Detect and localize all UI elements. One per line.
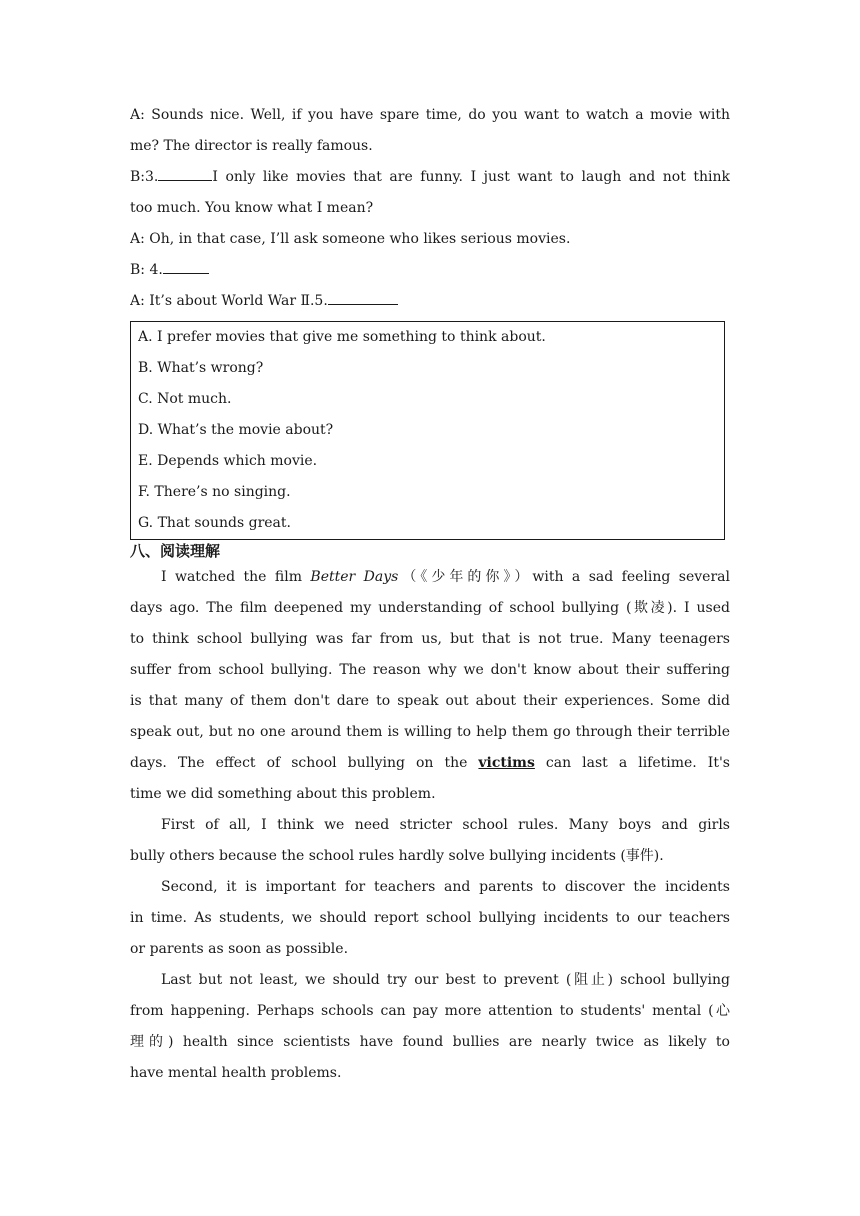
- option-a: A. I prefer movies that give me something to think about.: [138, 329, 546, 345]
- dialogue-line-2: me? The director is really famous.: [130, 138, 373, 154]
- dialogue-line-5: A: Oh, in that case, I’ll ask someone who likes serious movies.: [130, 231, 571, 247]
- paragraph-1-line-5: is that many of them don't dare to speak out about their experiences. Some did: [130, 693, 730, 709]
- paragraph-1: [130, 562, 730, 810]
- paragraph-1-line-8: time we did something about this problem.: [130, 786, 436, 802]
- worksheet-page: [130, 100, 730, 1089]
- paragraph-3-line-2: in time. As students, we should report school bullying incidents to our teachers: [130, 910, 730, 926]
- paragraph-1-line-7: [130, 748, 730, 779]
- text-span: （《少年的你》）with a sad feeling several: [398, 569, 730, 585]
- option-e: E. Depends which movie.: [138, 453, 318, 469]
- question-5-label: A: It’s about World War Ⅱ.5.: [130, 293, 328, 309]
- answer-blank-3[interactable]: [158, 166, 212, 181]
- paragraph-4-line-3: 理的) health since scientists have found bullies are nearly twice as likely to: [130, 1034, 730, 1050]
- paragraph-2: [130, 810, 730, 872]
- paragraph-4: [130, 965, 730, 1089]
- paragraph-1-line-4: suffer from school bullying. The reason why we don't know about their suffering: [130, 662, 730, 678]
- option-f: F. There’s no singing.: [138, 484, 291, 500]
- paragraph-4-line-4: have mental health problems.: [130, 1065, 342, 1081]
- dialogue-line-4: too much. You know what I mean?: [130, 200, 374, 216]
- text-span: can last a lifetime. It's: [534, 755, 730, 771]
- text-span: I watched the film: [161, 569, 311, 585]
- paragraph-3: [130, 872, 730, 965]
- answer-blank-4[interactable]: [163, 259, 209, 274]
- paragraph-4-line-2: from happening. Perhaps schools can pay more attention to students' mental (心: [130, 1003, 730, 1019]
- paragraph-3-line-1: Second, it is important for teachers and parents to discover the incidents: [161, 879, 730, 895]
- paragraph-4-line-1: Last but not least, we should try our best to prevent (阻止) school bullying: [161, 972, 730, 988]
- paragraph-1-line-1: [130, 562, 730, 593]
- dialogue-line-3-text: I only like movies that are funny. I just want to laugh and not think: [212, 169, 730, 185]
- question-3-label: B:3.: [130, 169, 159, 185]
- underlined-word-victims: victims: [478, 755, 535, 771]
- dialogue-line-1: A: Sounds nice. Well, if you have spare time, do you want to watch a movie with: [130, 107, 730, 123]
- dialogue-line-7: [130, 286, 730, 317]
- film-title: Better Days: [310, 569, 399, 585]
- dialogue-line-3: [130, 162, 730, 193]
- paragraph-1-line-3: to think school bullying was far from us, but that is not true. Many teenagers: [130, 631, 730, 647]
- paragraph-3-line-3: or parents as soon as possible.: [130, 941, 349, 957]
- question-4-label: B: 4.: [130, 262, 163, 278]
- text-span: days. The effect of school bullying on the: [130, 755, 479, 771]
- paragraph-2-line-1: First of all, I think we need stricter school rules. Many boys and girls: [161, 817, 730, 833]
- paragraph-2-line-2: bully others because the school rules hardly solve bullying incidents (事件).: [130, 848, 664, 864]
- paragraph-1-line-6: speak out, but no one around them is willing to help them go through their terrible: [130, 724, 730, 740]
- dialogue-line-6: [130, 255, 730, 286]
- answer-blank-5[interactable]: [328, 290, 398, 305]
- options-box: [130, 321, 725, 540]
- option-g: G. That sounds great.: [138, 515, 291, 531]
- paragraph-1-line-2: days ago. The film deepened my understanding of school bullying (欺凌). I used: [130, 600, 730, 616]
- option-b: B. What’s wrong?: [138, 360, 264, 376]
- option-d: D. What’s the movie about?: [138, 422, 334, 438]
- option-c: C. Not much.: [138, 391, 232, 407]
- section-title: 八、阅读理解: [130, 542, 221, 560]
